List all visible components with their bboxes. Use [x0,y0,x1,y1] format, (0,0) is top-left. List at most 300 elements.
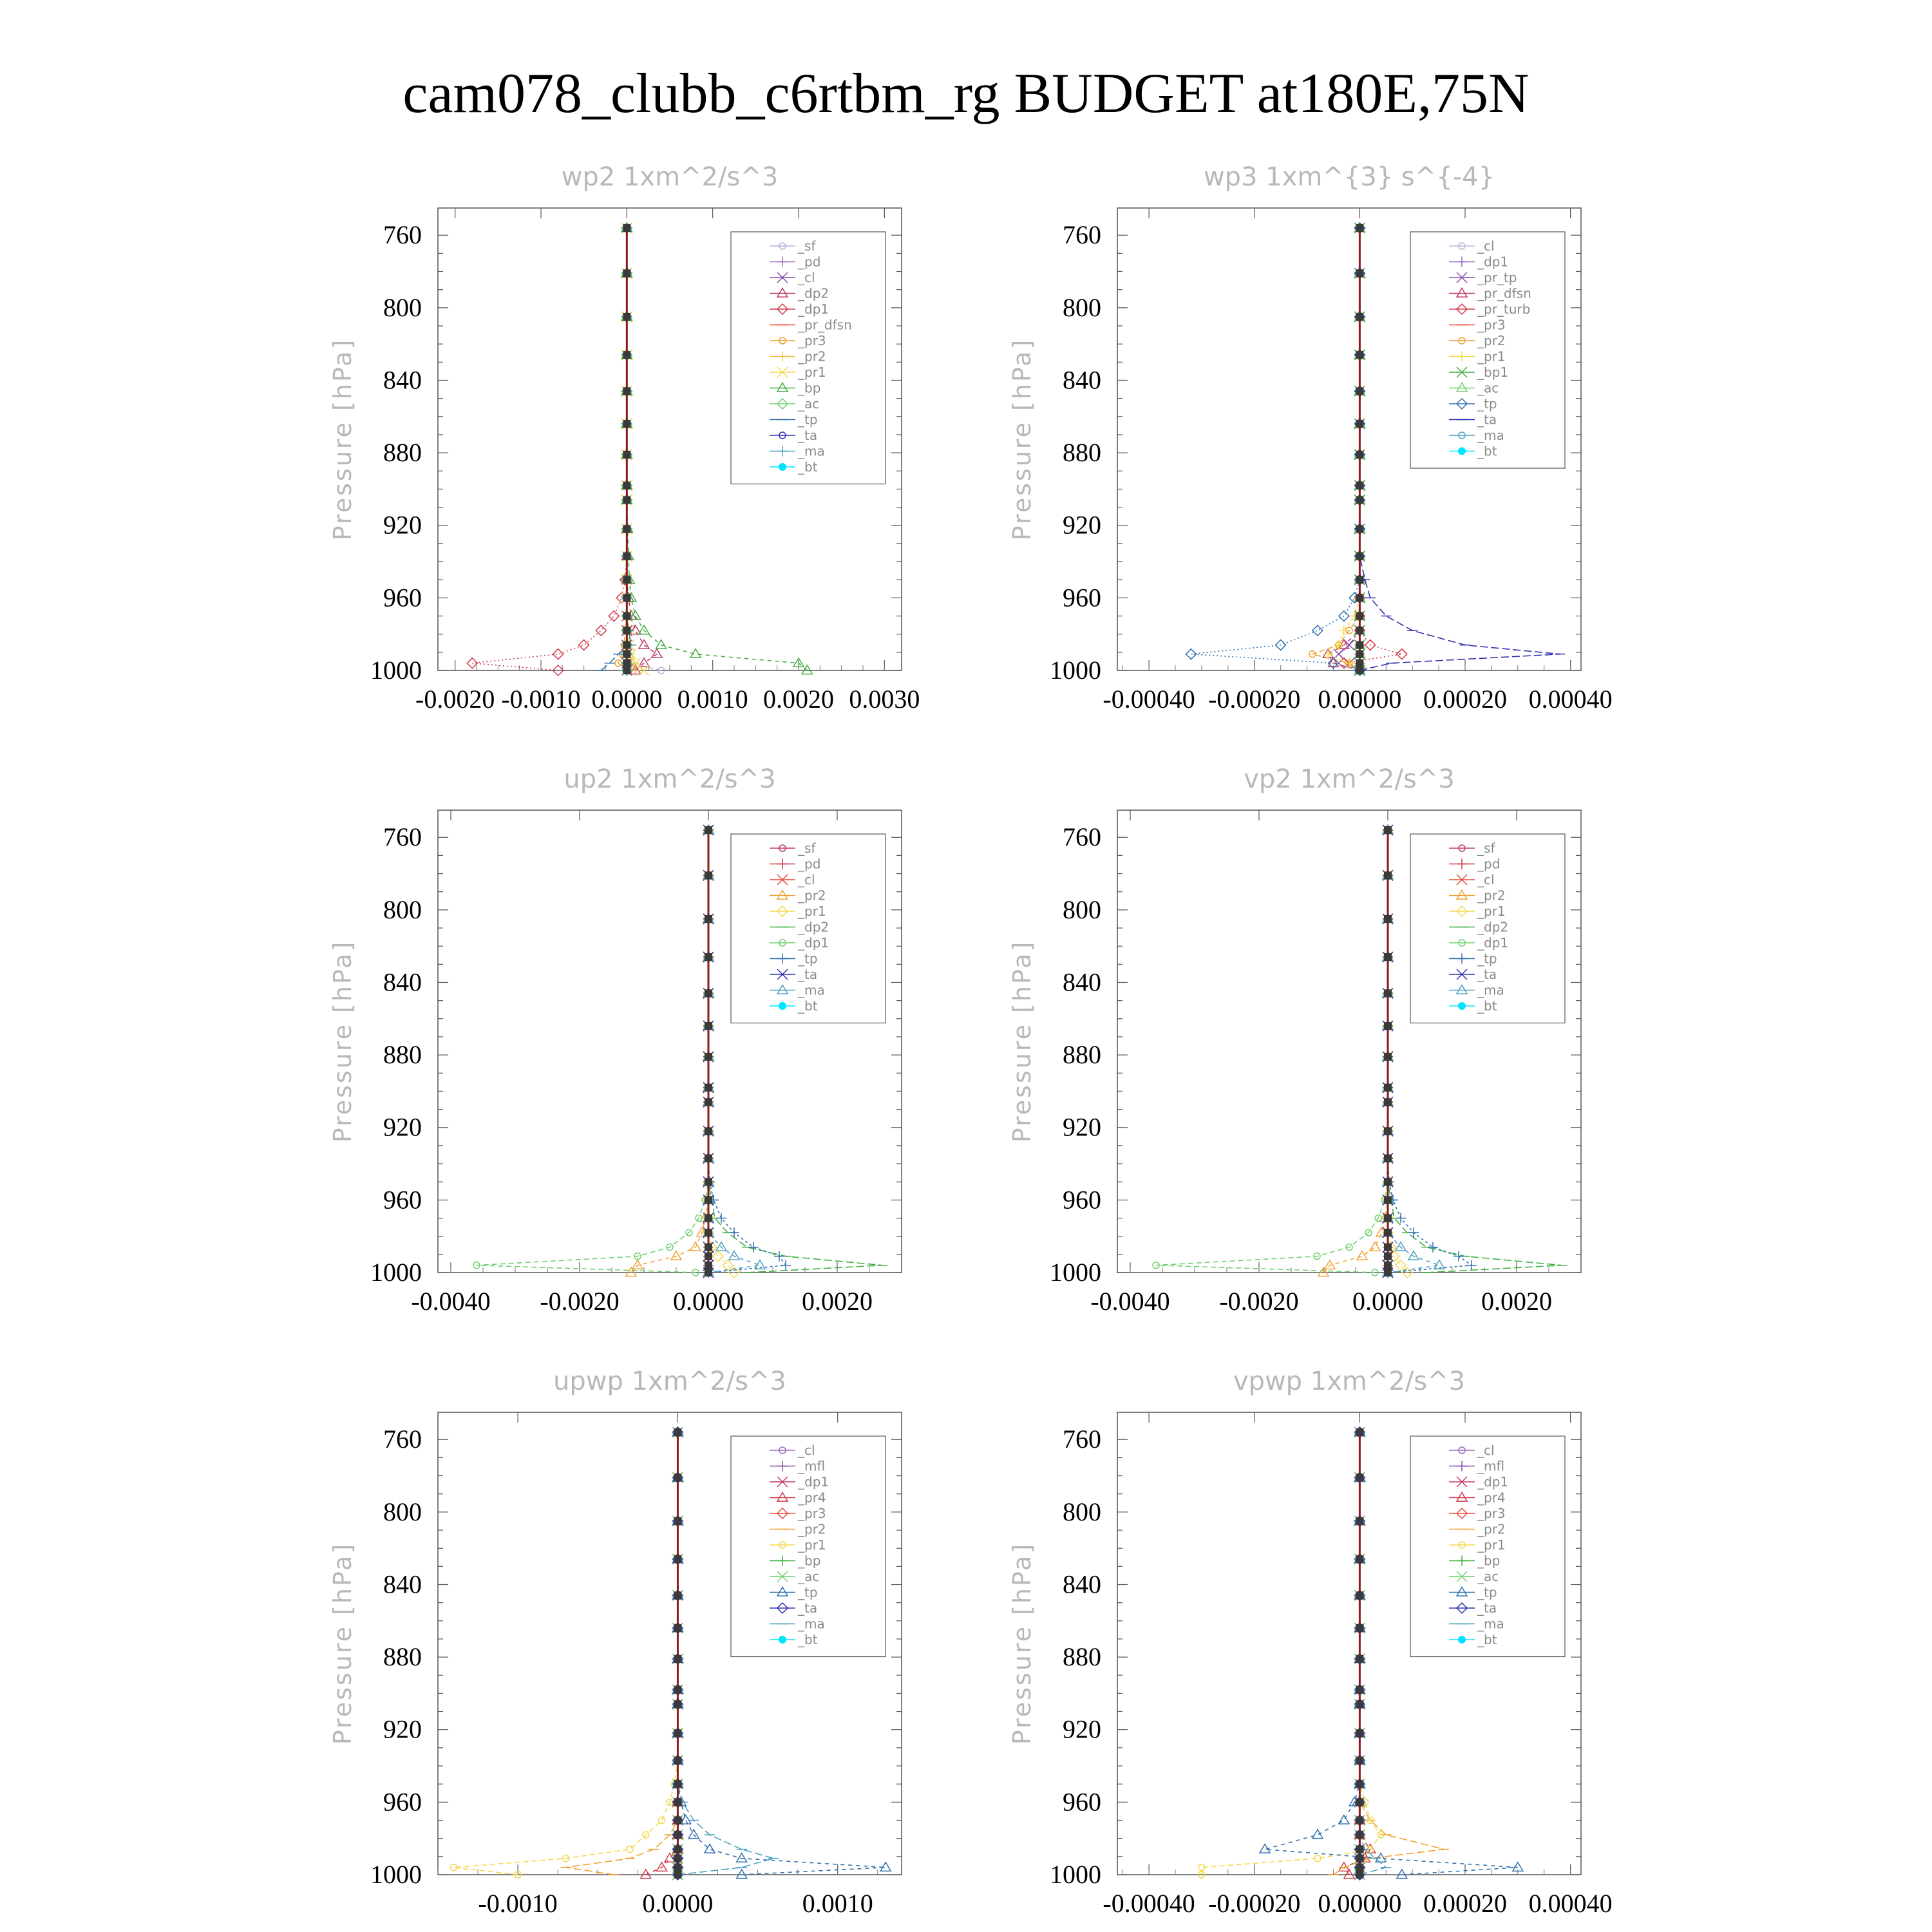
overlap-marker [1356,1780,1363,1788]
x-tick-label: 0.00020 [1423,1889,1507,1918]
y-tick-label: 800 [383,895,422,924]
data-point [671,1251,681,1260]
panel-up2 [328,764,902,1316]
data-point [748,1242,759,1253]
data-point [632,1260,643,1269]
series-pr1 [1323,223,1365,676]
overlap-marker [674,1871,681,1879]
overlap-marker [674,1473,681,1481]
overlap-marker [674,1757,681,1765]
y-tick-label: 760 [383,220,422,250]
y-tick-label: 800 [1063,292,1101,322]
series-line [1202,1432,1381,1875]
panel-title: upwp 1xm^2/s^3 [553,1367,786,1396]
series-pr_dfsn [1323,223,1365,674]
legend-label: _pr2 [1477,333,1506,348]
legend-label: _bt [798,1632,818,1647]
series-line [627,228,661,670]
legend-label: _pr1 [1477,904,1506,919]
legend [1410,1436,1565,1657]
legend-label: _pr1 [798,365,826,380]
legend-label: _ta [798,1600,818,1616]
panel-title: up2 1xm^2/s^3 [564,764,776,794]
series-line [627,228,635,670]
x-tick-label: 0.00000 [1318,1889,1402,1918]
legend-label: _pr2 [1477,887,1506,904]
legend-label: _ta [798,967,818,982]
y-tick-label: 760 [1063,822,1101,852]
legend [731,232,886,484]
series-line [1388,830,1407,1273]
legend-label: _pr2 [798,348,826,365]
overlap-marker [705,826,712,834]
overlap-marker [1384,953,1392,961]
overlap-marker [1356,594,1363,601]
series-pr2 [561,1432,683,1875]
overlap-marker [1356,1686,1363,1694]
overlap-marker [705,1269,712,1276]
series-line [1156,830,1388,1273]
overlap-marker [705,1098,712,1106]
overlap-marker [1356,612,1363,620]
panel-title: wp2 1xm^2/s^3 [561,162,779,192]
legend-label: _mfl [1477,1458,1505,1474]
legend-label: _bt [1477,998,1497,1014]
overlap-marker [674,1624,681,1632]
overlap-marker [623,451,630,459]
series-line [1339,228,1360,670]
legend-label: _dp1 [1477,254,1509,270]
legend-label: _bt [798,998,818,1014]
overlap-marker [674,1831,681,1839]
overlap-marker [705,1084,712,1092]
overlap-marker [1356,650,1363,658]
legend-label: _ac [798,1569,820,1584]
overlap-marker [674,1864,681,1871]
overlap-marker [1356,420,1363,428]
panel-wp2 [328,162,920,714]
overlap-marker [1356,1798,1363,1806]
overlap-marker [623,496,630,504]
legend-label: _sf [1477,840,1495,856]
series-pr4 [1339,1427,1376,1879]
overlap-marker [705,1155,712,1162]
overlap-marker [1356,1831,1363,1839]
legend-label: _cl [1477,238,1495,254]
overlap-marker [1356,1655,1363,1663]
y-axis-label: Pressure [hPa] [1008,1542,1036,1745]
y-tick-label: 1000 [370,656,422,685]
y-tick-label: 960 [1063,583,1101,612]
overlap-marker [623,641,630,649]
legend-label: _pr1 [1477,1537,1506,1553]
legend-label: _ma [1477,1616,1504,1632]
overlap-marker [674,1555,681,1563]
overlap-marker [705,871,712,879]
overlap-marker [705,1215,712,1222]
overlap-marker [623,420,630,428]
series-tp [1186,223,1365,676]
overlap-marker [674,1855,681,1862]
series-line [627,228,657,670]
overlap-marker [623,667,630,674]
x-tick-label: 0.00000 [1318,685,1402,714]
y-tick-label: 920 [1063,1112,1101,1142]
overlap-marker [623,313,630,321]
x-tick-label: -0.00040 [1103,685,1195,714]
y-tick-label: 960 [1063,1185,1101,1215]
y-tick-label: 800 [1063,1497,1101,1526]
legend-label: _bt [1477,1632,1497,1647]
y-tick-label: 920 [383,510,422,540]
series-line [708,830,734,1273]
legend-label: _bt [1477,443,1497,459]
panel-title: vp2 1xm^2/s^3 [1244,764,1455,794]
x-tick-label: -0.00040 [1103,1889,1195,1918]
data-point [1466,1260,1477,1271]
y-tick-label: 840 [1063,967,1101,997]
overlap-marker [1356,1555,1363,1563]
legend-label: _pd [798,254,821,270]
legend-marker [1458,1636,1466,1643]
x-tick-label: 0.0010 [677,685,748,714]
series-line [472,228,627,670]
series-dp1 [1153,827,1391,1276]
overlap-marker [1356,576,1363,583]
legend-label: _ta [1477,1600,1497,1616]
data-point [639,658,649,667]
legend-label: _tp [798,1584,818,1600]
overlap-marker [674,1428,681,1436]
legend-label: _dp1 [1477,935,1509,951]
y-tick-label: 840 [383,365,422,395]
overlap-marker [1356,1428,1363,1436]
y-axis-label: Pressure [hPa] [1008,940,1036,1143]
legend-label: _pr1 [1477,348,1506,365]
overlap-marker [705,1022,712,1030]
overlap-marker [1356,1517,1363,1525]
legend-label: _dp1 [798,1474,829,1490]
legend-label: _cl [1477,1443,1495,1458]
overlap-marker [1356,387,1363,395]
x-tick-label: -0.00020 [1208,1889,1301,1918]
legend [1410,232,1565,468]
legend-label: _bt [798,459,818,475]
overlap-marker [1356,1864,1363,1871]
data-point [659,1817,665,1824]
legend-label: _ma [1477,982,1504,998]
overlap-marker [623,576,630,583]
data-point [639,640,649,649]
series-line [477,830,708,1273]
panel-title: vpwp 1xm^2/s^3 [1233,1367,1466,1396]
data-point [1454,1251,1464,1262]
y-tick-label: 920 [1063,1714,1101,1744]
x-tick-label: 0.0000 [591,685,663,714]
overlap-marker [1356,482,1363,489]
overlap-marker [1356,1729,1363,1737]
legend [1410,834,1565,1023]
overlap-marker [1356,667,1363,674]
overlap-marker [1356,496,1363,504]
legend-label: _cl [798,1443,815,1458]
y-tick-label: 840 [1063,1569,1101,1599]
y-tick-label: 880 [1063,438,1101,468]
series-pr2 [621,223,640,676]
y-tick-label: 920 [383,1112,422,1142]
overlap-marker [1384,1053,1392,1061]
legend-label: _ma [798,1616,825,1632]
legend-label: _ma [798,982,825,998]
data-point [553,649,564,659]
overlap-marker [1356,659,1363,667]
legend-label: _pr1 [798,904,826,919]
data-point [1428,1242,1438,1253]
y-tick-label: 960 [1063,1787,1101,1817]
overlap-marker [1356,224,1363,232]
x-tick-label: -0.0020 [415,685,495,714]
overlap-marker [1384,1084,1392,1092]
data-point [716,1242,726,1251]
overlap-marker [705,1196,712,1204]
legend-label: _bp [798,380,821,396]
y-tick-label: 920 [383,1714,422,1744]
overlap-marker [1356,1757,1363,1765]
overlap-marker [1356,1700,1363,1708]
x-tick-label: 0.0000 [673,1287,744,1316]
legend-label: _dp2 [1477,919,1509,935]
series-line [627,228,635,670]
series-line [1344,1432,1370,1875]
series-line [1323,830,1388,1273]
page-title: cam078_clubb_c6rtbm_rg BUDGET at180E,75N [402,62,1530,125]
overlap-marker [705,1178,712,1186]
overlap-marker [1384,1253,1392,1260]
legend-label: _mfl [798,1458,826,1474]
y-tick-label: 800 [383,1497,422,1526]
series-pr2 [626,825,714,1276]
series-line [631,830,708,1273]
overlap-marker [1384,1269,1392,1276]
legend-label: _pr3 [798,333,826,348]
overlap-marker [1384,826,1392,834]
data-point [737,1870,747,1879]
series-line [454,1432,678,1875]
x-tick-label: 0.0000 [642,1889,714,1918]
overlap-marker [1384,989,1392,997]
overlap-marker [705,915,712,923]
legend-label: _pr_dfsn [798,317,852,333]
x-tick-label: 0.0000 [1352,1287,1423,1316]
legend-label: _tp [1477,1584,1497,1600]
overlap-marker [623,594,630,601]
overlap-marker [674,1846,681,1853]
y-tick-label: 1000 [1050,1258,1101,1287]
legend-label: _pd [798,856,821,872]
overlap-marker [1356,1624,1363,1632]
x-tick-label: 0.0020 [1481,1287,1552,1316]
overlap-marker [1356,641,1363,649]
x-tick-label: -0.0020 [1219,1287,1299,1316]
panel-upwp [328,1367,902,1918]
x-tick-label: -0.0020 [540,1287,620,1316]
overlap-marker [1384,1022,1392,1030]
legend-label: _pr2 [798,1521,826,1537]
data-point [1397,649,1407,659]
y-tick-label: 1000 [1050,1860,1101,1889]
overlap-marker [674,1817,681,1824]
y-tick-label: 880 [1063,1642,1101,1672]
x-tick-label: 0.00040 [1528,1889,1613,1918]
data-point [1312,1830,1323,1839]
series-pr1 [1198,1429,1384,1878]
data-point [1325,1260,1335,1269]
legend-label: _tp [1477,951,1497,967]
legend-label: _pr2 [1477,1521,1506,1537]
legend-label: _bp1 [1477,365,1509,380]
series-line [1328,228,1359,670]
y-axis-label: Pressure [hPa] [1008,337,1036,541]
overlap-marker [674,1655,681,1663]
overlap-marker [674,1729,681,1737]
overlap-marker [1356,525,1363,533]
y-tick-label: 960 [383,1787,422,1817]
x-tick-label: 0.0030 [849,685,920,714]
overlap-marker [1384,1244,1392,1251]
legend-label: _bp [798,1553,821,1569]
y-tick-label: 880 [383,1642,422,1672]
y-tick-label: 960 [383,1185,422,1215]
overlap-marker [623,525,630,533]
legend-label: _dp1 [798,301,829,317]
series-pr1 [621,223,649,676]
series-dp1 [467,223,632,676]
legend-label: _ac [1477,1569,1499,1584]
data-point [774,1251,784,1262]
series-pr1 [451,1429,681,1878]
overlap-marker [1384,1127,1392,1135]
overlap-marker [623,553,630,560]
legend-marker [1458,448,1466,455]
overlap-marker [674,1591,681,1599]
data-point [652,649,662,658]
legend-label: _pd [1477,856,1501,872]
x-tick-label: -0.00020 [1208,685,1301,714]
overlap-marker [1356,1871,1363,1879]
data-point [1312,625,1323,636]
overlap-marker [1384,1098,1392,1106]
legend-label: _tp [798,412,818,428]
overlap-marker [623,650,630,658]
overlap-marker [1356,1473,1363,1481]
overlap-marker [705,1244,712,1251]
legend [731,1436,886,1657]
overlap-marker [623,387,630,395]
legend-label: _dp1 [1477,1474,1509,1490]
overlap-marker [623,612,630,620]
legend-label: _cl [798,270,815,285]
overlap-marker [705,1127,712,1135]
legend-label: _dp1 [798,935,829,951]
overlap-marker [1384,1215,1392,1222]
y-axis-label: Pressure [hPa] [328,337,357,541]
overlap-marker [1356,351,1363,359]
overlap-marker [1384,915,1392,923]
legend-marker [779,1636,786,1643]
legend-label: _pr1 [798,1537,826,1553]
series-pd [621,223,640,676]
y-tick-label: 840 [1063,365,1101,395]
panel-vp2 [1008,764,1581,1316]
data-point [1396,1242,1406,1251]
y-tick-label: 920 [1063,510,1101,540]
y-tick-label: 1000 [370,1258,422,1287]
series-sf [623,225,664,674]
series-line [1312,228,1360,670]
data-point [1339,625,1349,636]
y-tick-label: 880 [1063,1040,1101,1070]
x-tick-label: -0.0010 [501,685,581,714]
y-tick-label: 760 [383,822,422,852]
panel-vpwp [1008,1367,1613,1918]
legend-label: _pr4 [798,1490,826,1506]
legend-label: _pr3 [1477,317,1506,333]
data-point [1408,1251,1419,1260]
y-tick-label: 880 [383,1040,422,1070]
overlap-marker [1384,1196,1392,1204]
overlap-marker [1384,1155,1392,1162]
overlap-marker [1384,1229,1392,1236]
y-tick-label: 800 [1063,895,1101,924]
legend-label: _ma [1477,428,1504,443]
legend-label: _ma [798,443,825,459]
overlap-marker [623,659,630,667]
legend-label: _ta [798,428,818,443]
legend-label: _sf [798,840,816,856]
legend-label: _dp2 [798,919,829,935]
legend-label: _ta [1477,967,1497,982]
overlap-marker [1356,627,1363,634]
series-line [1328,228,1359,670]
legend-marker [779,1002,786,1010]
legend-label: _pr3 [798,1506,826,1521]
overlap-marker [1356,451,1363,459]
series-pr2 [1318,825,1393,1276]
data-point [713,1251,723,1262]
legend-label: _pr4 [1477,1490,1506,1506]
y-tick-label: 880 [383,438,422,468]
x-tick-label: 0.0020 [802,1287,873,1316]
overlap-marker [1356,1817,1363,1824]
y-tick-label: 840 [383,967,422,997]
series-line [618,228,627,670]
overlap-marker [705,1262,712,1269]
data-point [656,640,667,649]
x-tick-label: -0.0040 [411,1287,491,1316]
legend-label: _pr_turb [1477,301,1531,317]
data-point [737,1853,747,1862]
data-point [641,1870,651,1879]
overlap-marker [1356,1591,1363,1599]
overlap-marker [1356,313,1363,321]
series-line [1344,228,1402,670]
overlap-marker [705,1253,712,1260]
series-pr4 [641,1427,683,1879]
legend-label: _pr_dfsn [1477,285,1531,301]
overlap-marker [674,1780,681,1788]
series-line [1191,228,1360,670]
y-tick-label: 800 [383,292,422,322]
